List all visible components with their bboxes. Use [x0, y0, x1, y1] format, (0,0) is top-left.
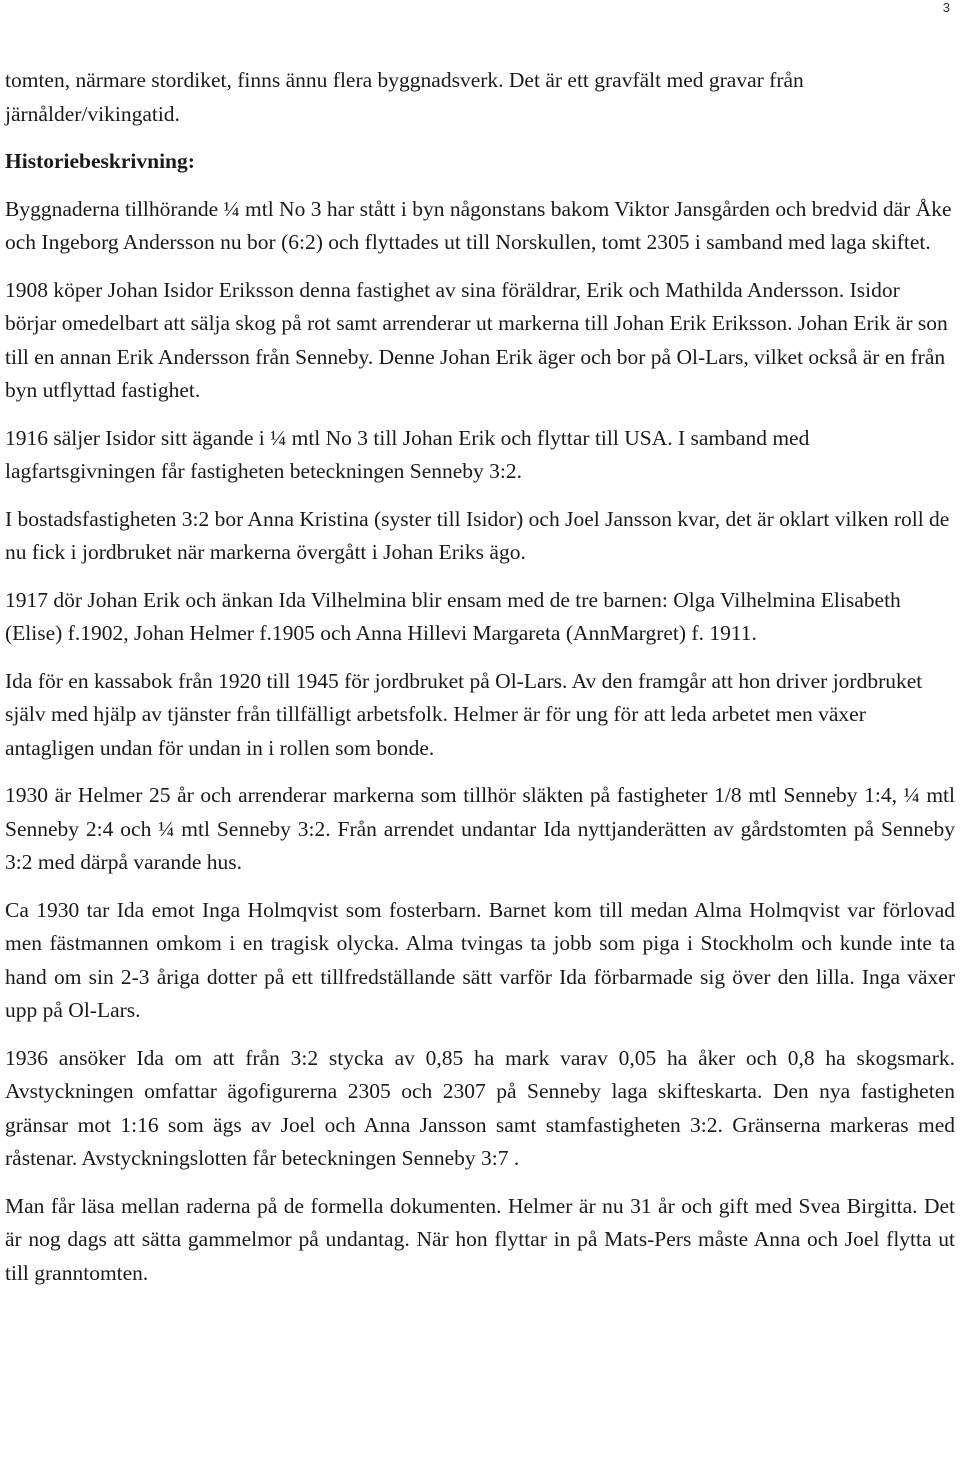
- section-heading: Historiebeskrivning:: [5, 149, 195, 173]
- page-number: 3: [942, 0, 950, 15]
- document-body: [5, 64, 955, 1304]
- paragraph-bostadsfastigheten: I bostadsfastigheten 3:2 bor Anna Kristina (syster till Isidor) och Joel Jansson kvar, det är oklart vilken roll de nu fick i jordbruket när markerna övergått i Johan Eriks ägo.: [5, 506, 950, 564]
- paragraph-1930: 1930 är Helmer 25 år och arrenderar markerna som tillhör släkten på fastigheter 1/8 mtl Senneby 1:4, ¼ mtl Senneby 2:4 och ¼ mtl Senneby 3:2. Från arrendet undantar Ida nyttjanderätten av gårdstomten på Senneby 3:2 med därpå varande hus.: [5, 783, 955, 874]
- paragraph-byggnaderna: Byggnaderna tillhörande ¼ mtl No 3 har stått i byn någonstans bakom Viktor Jansgården och bredvid där Åke och Ingeborg Andersson nu bor (6:2) och flyttades ut till Norskullen, tomt 2305 i samband med laga skiftet.: [5, 196, 952, 254]
- paragraph-1936: 1936 ansöker Ida om att från 3:2 stycka av 0,85 ha mark varav 0,05 ha åker och 0,8 ha skogsmark. Avstyckningen omfattar ägofigurerna 2305 och 2307 på Senneby laga skifteskarta. Den nya fastigheten gränsar mot 1:16 som ägs av Joel och Anna Jansson samt stamfastigheten 3:2. Gränserna markeras med råstenar. Avstyckningslotten får beteckningen Senneby 3:7 .: [5, 1045, 955, 1170]
- paragraph-1908: 1908 köper Johan Isidor Eriksson denna fastighet av sina föräldrar, Erik och Mathilda Andersson. Isidor börjar omedelbart att sälja skog på rot samt arrenderar ut markerna till Johan Erik Eriksson. Johan Erik är son till en annan Erik Andersson från Senneby. Denne Johan Erik äger och bor på Ol-Lars, vilket också är en från byn utflyttad fastighet.: [5, 277, 948, 402]
- paragraph-1916: 1916 säljer Isidor sitt ägande i ¼ mtl No 3 till Johan Erik och flyttar till USA. I samband med lagfartsgivningen får fastigheten beteckningen Senneby 3:2.: [5, 425, 810, 483]
- paragraph-1917: 1917 dör Johan Erik och änkan Ida Vilhelmina blir ensam med de tre barnen: Olga Vilhelmina Elisabeth (Elise) f.1902, Johan Helmer f.1905 och Anna Hillevi Margareta (AnnMargret) f. 1911.: [5, 587, 901, 645]
- paragraph-fosterbarn: Ca 1930 tar Ida emot Inga Holmqvist som fosterbarn. Barnet kom till medan Alma Holmqvist var förlovad men fästmannen omkom i en tragisk olycka. Alma tvingas ta jobb som piga i Stockholm och kunde inte ta hand om sin 2-3 åriga dotter på ett tillfredställande sätt varför Ida förbarmade sig över den lilla. Inga växer upp på Ol-Lars.: [5, 897, 955, 1022]
- paragraph-gravfalt: tomten, närmare stordiket, finns ännu flera byggnadsverk. Det är ett gravfält med gravar från järnålder/vikingatid.: [5, 68, 804, 126]
- paragraph-mellan-raderna: Man får läsa mellan raderna på de formella dokumenten. Helmer är nu 31 år och gift med Svea Birgitta. Det är nog dags att sätta gammelmor på undantag. När hon flyttar in på Mats-Pers måste Anna och Joel flytta ut till granntomten.: [5, 1193, 955, 1285]
- paragraph-kassabok: Ida för en kassabok från 1920 till 1945 för jordbruket på Ol-Lars. Av den framgår att hon driver jordbruket själv med hjälp av tjänster från tillfälligt arbetsfolk. Helmer är för ung för att leda arbetet men växer antagligen undan för undan in i rollen som bonde.: [5, 668, 923, 760]
